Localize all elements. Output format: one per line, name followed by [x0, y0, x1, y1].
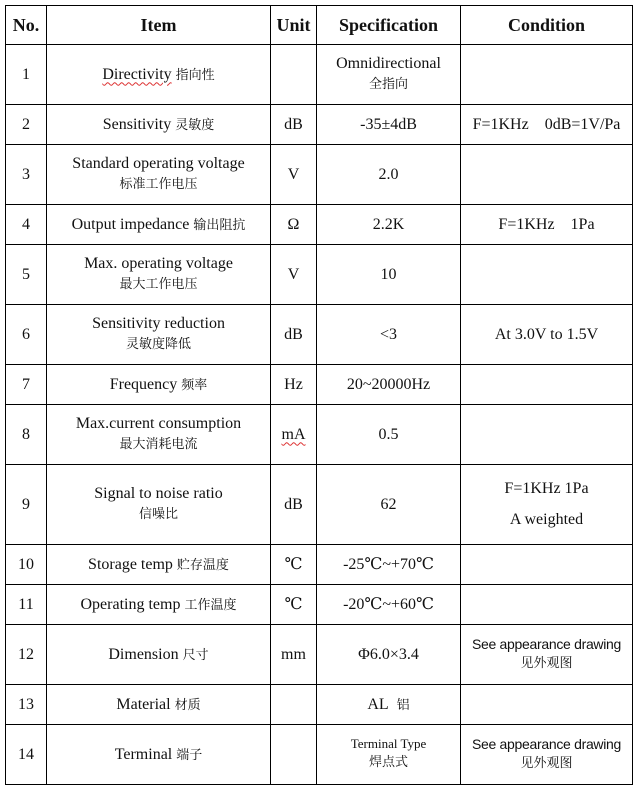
item-cell: [47, 245, 271, 305]
row-number: 9: [6, 465, 47, 545]
table-row: [6, 205, 633, 245]
item-name-cn: 标准工作电压: [119, 176, 198, 192]
item-name-cn: 工作温度: [184, 597, 237, 613]
item-name: Terminal: [114, 745, 173, 763]
item-name-cn: 材质: [174, 697, 201, 713]
item-name-cn: 灵敏度降低: [125, 336, 191, 352]
spec-cell: 10: [317, 245, 461, 305]
table-row: [6, 245, 633, 305]
item-cell: [47, 725, 271, 785]
header-item: Item: [47, 6, 271, 45]
header-condition: Condition: [461, 6, 633, 45]
item-name: Signal to noise ratio: [94, 485, 223, 503]
condition-cell: [461, 465, 633, 545]
unit-cell: Hz: [271, 365, 317, 405]
spec-table: [5, 5, 633, 785]
item-name: Sensitivity reduction: [92, 315, 225, 333]
unit-cell: [271, 725, 317, 785]
spec-value-cn: 全指向: [368, 76, 408, 92]
row-number: 5: [6, 245, 47, 305]
header-no: No.: [6, 6, 47, 45]
item-name-cn: 指向性: [175, 67, 215, 83]
condition-cell: At 3.0V to 1.5V: [461, 305, 633, 365]
spec-cell: 62: [317, 465, 461, 545]
item-name-cn: 最大消耗电流: [119, 436, 198, 452]
item-name: Sensitivity: [102, 115, 172, 133]
item-cell: [47, 685, 271, 725]
item-name-cn: 尺寸: [182, 647, 209, 663]
header-unit: Unit: [271, 6, 317, 45]
item-cell: [47, 105, 271, 145]
unit-cell: V: [271, 245, 317, 305]
unit-cell: Ω: [271, 205, 317, 245]
item-name: Max.current consumption: [75, 415, 242, 433]
condition-line: See appearance drawing: [471, 635, 622, 652]
spec-value-cn: 焊点式: [368, 754, 408, 770]
condition-line-cn: 见外观图: [520, 755, 573, 771]
condition-cell: [461, 145, 633, 205]
spec-cell: -35±4dB: [317, 105, 461, 145]
condition-cell: [461, 625, 633, 685]
table-row: [6, 405, 633, 465]
unit-value: mA: [281, 425, 306, 443]
item-cell: [47, 305, 271, 365]
condition-line-cn: 见外观图: [520, 655, 573, 671]
condition-cell: [461, 685, 633, 725]
table-row: [6, 105, 633, 145]
item-name-cn: 输出阻抗: [193, 217, 246, 233]
unit-cell: dB: [271, 305, 317, 365]
table-row: [6, 145, 633, 205]
item-name: Standard operating voltage: [72, 155, 245, 173]
condition-cell: F=1KHz 0dB=1V/Pa: [461, 105, 633, 145]
table-row: [6, 625, 633, 685]
row-number: 2: [6, 105, 47, 145]
table-row: [6, 305, 633, 365]
item-name-cn: 端子: [176, 747, 203, 763]
table-row: [6, 685, 633, 725]
item-name-cn: 最大工作电压: [119, 276, 198, 292]
condition-cell: [461, 365, 633, 405]
table-row: [6, 465, 633, 545]
item-name: Dimension: [108, 645, 179, 663]
unit-cell: [271, 685, 317, 725]
spec-cell: -20℃~+60℃: [317, 585, 461, 625]
unit-cell: mm: [271, 625, 317, 685]
unit-cell: V: [271, 145, 317, 205]
item-name: Directivity: [102, 65, 172, 83]
row-number: 10: [6, 545, 47, 585]
row-number: 11: [6, 585, 47, 625]
item-name-cn: 贮存温度: [176, 557, 229, 573]
row-number: 13: [6, 685, 47, 725]
spec-cell: 2.2K: [317, 205, 461, 245]
condition-cell: [461, 725, 633, 785]
spec-cell: Φ6.0×3.4: [317, 625, 461, 685]
spec-value-cn: 铝: [396, 697, 410, 713]
item-name: Material: [116, 695, 171, 713]
row-number: 3: [6, 145, 47, 205]
item-name: Output impedance: [71, 215, 190, 233]
row-number: 1: [6, 45, 47, 105]
header-specification: Specification: [317, 6, 461, 45]
item-cell: [47, 365, 271, 405]
spec-value: AL: [367, 695, 389, 713]
spec-cell: 2.0: [317, 145, 461, 205]
item-name-cn: 灵敏度: [175, 117, 215, 133]
condition-cell: [461, 45, 633, 105]
spec-cell: [317, 685, 461, 725]
item-cell: [47, 625, 271, 685]
spec-cell: [317, 45, 461, 105]
spec-cell: -25℃~+70℃: [317, 545, 461, 585]
condition-cell: F=1KHz 1Pa: [461, 205, 633, 245]
item-cell: [47, 145, 271, 205]
item-name-cn: 信噪比: [138, 506, 178, 522]
unit-cell: [271, 405, 317, 465]
spec-cell: 0.5: [317, 405, 461, 465]
item-cell: [47, 545, 271, 585]
unit-cell: dB: [271, 465, 317, 545]
row-number: 7: [6, 365, 47, 405]
spec-value: Terminal Type: [350, 736, 427, 752]
row-number: 12: [6, 625, 47, 685]
unit-cell: [271, 45, 317, 105]
item-name: Operating temp: [80, 595, 181, 613]
row-number: 14: [6, 725, 47, 785]
item-cell: [47, 405, 271, 465]
condition-cell: [461, 585, 633, 625]
row-number: 8: [6, 405, 47, 465]
row-number: 4: [6, 205, 47, 245]
header-row: [6, 6, 633, 45]
spec-cell: 20~20000Hz: [317, 365, 461, 405]
condition-line: F=1KHz 1Pa: [504, 480, 589, 498]
table-row: [6, 45, 633, 105]
item-name: Frequency: [109, 375, 178, 393]
condition-cell: [461, 545, 633, 585]
spec-value: Omnidirectional: [336, 55, 441, 73]
spec-cell: [317, 725, 461, 785]
condition-cell: [461, 245, 633, 305]
unit-cell: dB: [271, 105, 317, 145]
item-name: Max. operating voltage: [84, 255, 233, 273]
table-row: [6, 725, 633, 785]
table-row: [6, 585, 633, 625]
item-name-cn: 频率: [181, 377, 208, 393]
row-number: 6: [6, 305, 47, 365]
item-cell: [47, 205, 271, 245]
unit-cell: ℃: [271, 585, 317, 625]
condition-line: See appearance drawing: [471, 735, 622, 752]
spec-cell: <3: [317, 305, 461, 365]
table-row: [6, 545, 633, 585]
item-cell: [47, 465, 271, 545]
condition-cell: [461, 405, 633, 465]
item-cell: [47, 585, 271, 625]
item-name: Storage temp: [88, 555, 173, 573]
unit-cell: ℃: [271, 545, 317, 585]
condition-line: A weighted: [509, 510, 584, 528]
table-row: [6, 365, 633, 405]
item-cell: [47, 45, 271, 105]
